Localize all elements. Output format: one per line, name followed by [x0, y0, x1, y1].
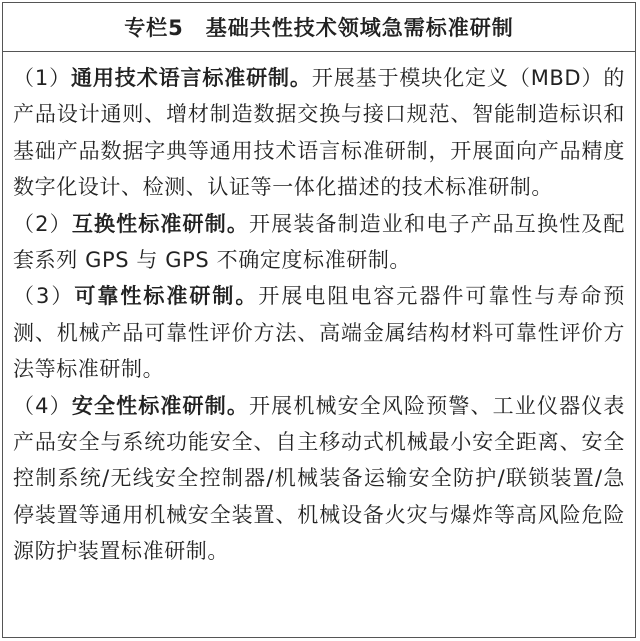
section-title: 可靠性标准研制。 — [74, 284, 259, 309]
section-3 — [13, 278, 625, 387]
section-4 — [13, 388, 625, 570]
document-box — [2, 2, 636, 638]
section-number: （2） — [13, 211, 72, 236]
section-number: （4） — [13, 393, 72, 418]
section-content: 开展机械安全风险预警、工业仪器仪表产品安全与系统功能安全、自主移动式机械最小安全距离、安全控制系统/无线安全控制器/机械装备运输安全防护/联锁装置/急停装置等通用机械安全装置、机械设备火灾与爆炸等高风险危险源防护装置标准研制。 — [13, 393, 625, 564]
section-title: 互换性标准研制。 — [71, 211, 250, 236]
section-content: 开展装备制造业和电子产品互换性及配套系列 GPS 与 GPS 不确定度标准研制。 — [13, 211, 625, 273]
box-title: 专栏5 基础共性技术领域急需标准研制 — [3, 3, 635, 52]
section-2 — [13, 206, 625, 279]
section-number: （3） — [13, 284, 75, 309]
section-content: 开展基于模块化定义（MBD）的产品设计通则、增材制造数据交换与接口规范、智能制造标识和基础产品数据字典等通用技术语言标准研制，开展面向产品精度数字化设计、检测、认证等一体化描述的技术标准研制。 — [13, 66, 625, 200]
section-number: （1） — [13, 66, 72, 90]
section-title: 通用技术语言标准研制。 — [71, 66, 312, 90]
box-body — [3, 52, 635, 570]
section-title: 安全性标准研制。 — [71, 393, 250, 418]
section-content: 开展电阻电容元器件可靠性与寿命预测、机械产品可靠性评价方法、高端金属结构材料可靠性评价方法等标准研制。 — [13, 284, 625, 382]
section-1 — [13, 60, 625, 206]
